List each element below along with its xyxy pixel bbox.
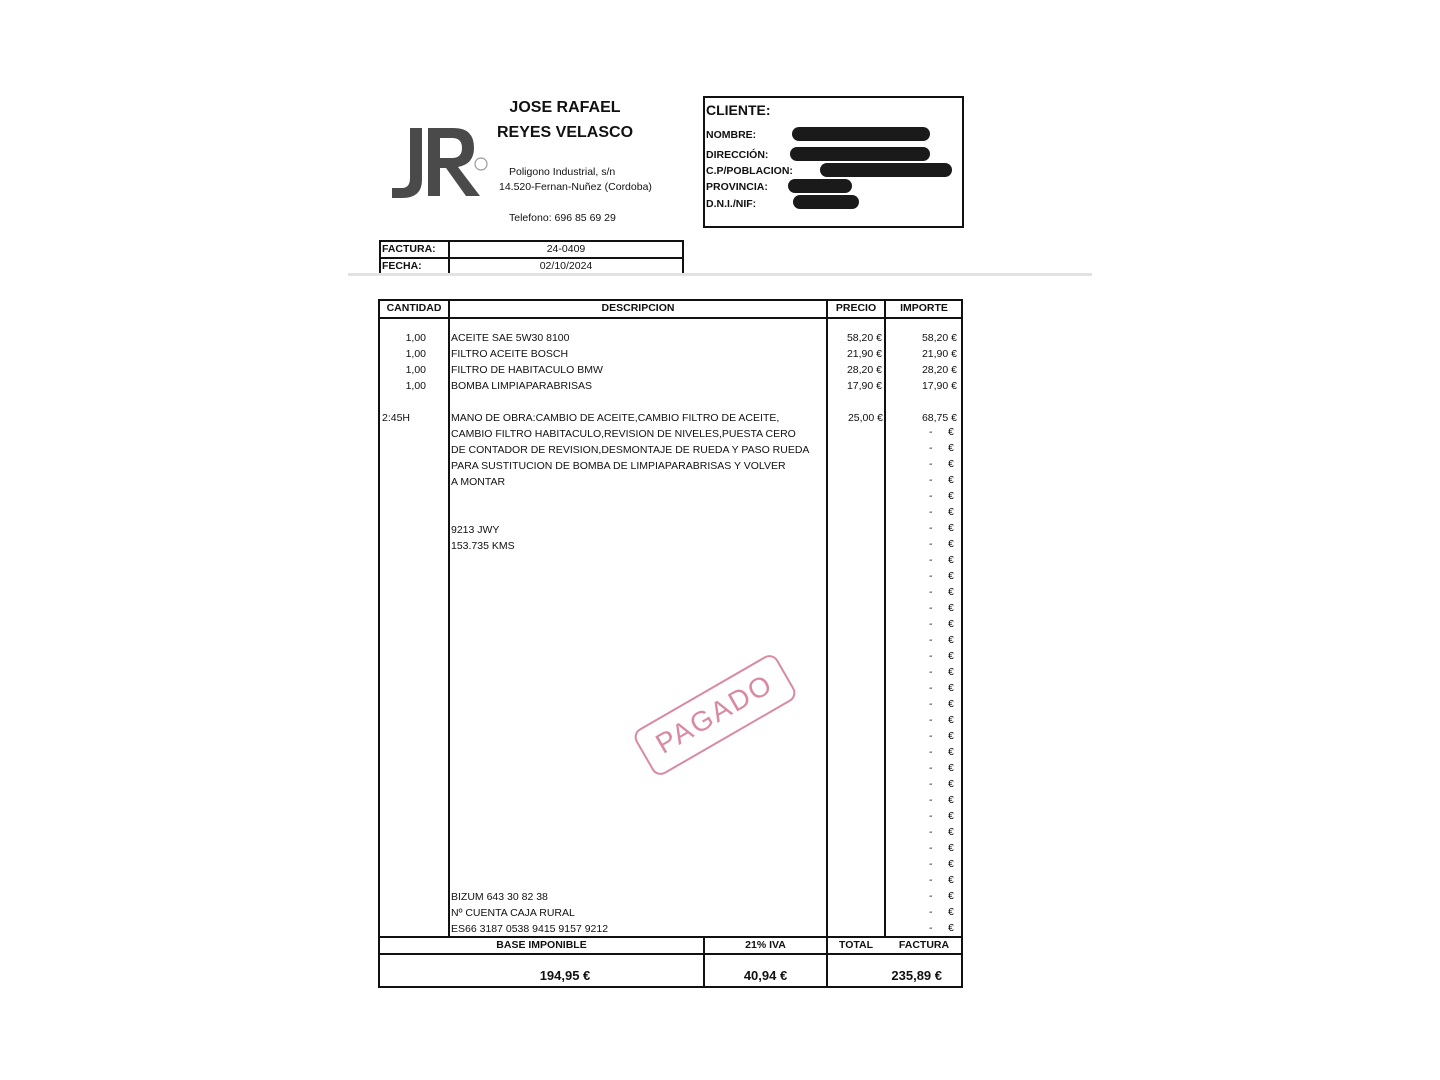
col-header-descripcion: DESCRIPCION <box>601 302 675 314</box>
client-title: CLIENTE: <box>706 102 771 118</box>
labor-price: 25,00 € <box>847 412 883 424</box>
empty-amount-dash: - <box>929 714 933 726</box>
company-address-line2: 14.520-Fernan-Nuñez (Cordoba) <box>499 181 652 193</box>
company-name-line2: REYES VELASCO <box>496 124 634 141</box>
empty-amount-euro: € <box>948 586 954 598</box>
empty-amount-euro: € <box>948 650 954 662</box>
row-price: 21,90 € <box>846 348 882 360</box>
empty-amount-dash: - <box>929 586 933 598</box>
empty-amount-dash: - <box>929 458 933 470</box>
empty-amount-dash: - <box>929 618 933 630</box>
table-row <box>378 346 963 362</box>
labor-desc-line: PARA SUSTITUCION DE BOMBA DE LIMPIAPARABRISAS Y VOLVER <box>451 460 786 472</box>
payment-account-label: Nº CUENTA CAJA RURAL <box>451 907 575 919</box>
empty-amount-dash: - <box>929 490 933 502</box>
row-qty: 1,00 <box>405 364 426 376</box>
empty-amount-euro: € <box>948 810 954 822</box>
empty-amount-dash: - <box>929 650 933 662</box>
total-value: 235,89 € <box>891 968 942 983</box>
labor-qty: 2:45H <box>382 412 411 424</box>
empty-amount-euro: € <box>948 874 954 886</box>
empty-amount-euro: € <box>948 842 954 854</box>
total-label: TOTAL <box>838 939 874 951</box>
empty-amount-euro: € <box>948 890 954 902</box>
empty-amount-dash: - <box>929 570 933 582</box>
redaction-dni <box>793 195 859 209</box>
factura-number: 24-0409 <box>546 243 586 255</box>
empty-amount-dash: - <box>929 698 933 710</box>
client-label-provincia: PROVINCIA: <box>706 181 768 193</box>
vehicle-plate: 9213 JWY <box>451 524 500 536</box>
row-amount: 58,20 € <box>921 332 957 344</box>
empty-amount-euro: € <box>948 426 954 438</box>
empty-amount-euro: € <box>948 602 954 614</box>
row-price: 28,20 € <box>846 364 882 376</box>
labor-amount: 68,75 € <box>921 412 957 424</box>
empty-amount-dash: - <box>929 682 933 694</box>
empty-amount-euro: € <box>948 746 954 758</box>
empty-amount-euro: € <box>948 554 954 566</box>
company-name-line1: JOSE RAFAEL <box>509 99 621 116</box>
row-description: FILTRO ACEITE BOSCH <box>451 348 569 360</box>
payment-bizum: BIZUM 643 30 82 38 <box>451 891 548 903</box>
empty-amount-dash: - <box>929 874 933 886</box>
fecha-label: FECHA: <box>382 260 422 272</box>
payment-iban: ES66 3187 0538 9415 9157 9212 <box>451 923 609 935</box>
row-description: FILTRO DE HABITACULO BMW <box>451 364 603 376</box>
empty-amount-dash: - <box>929 778 933 790</box>
row-qty: 1,00 <box>405 380 426 392</box>
empty-amount-euro: € <box>948 474 954 486</box>
empty-amount-euro: € <box>948 922 954 934</box>
empty-amount-euro: € <box>948 698 954 710</box>
empty-amount-dash: - <box>929 906 933 918</box>
factura-label: FACTURA: <box>382 243 436 255</box>
empty-amount-dash: - <box>929 762 933 774</box>
empty-amount-euro: € <box>948 682 954 694</box>
table-row <box>378 378 963 394</box>
empty-amount-euro: € <box>948 826 954 838</box>
empty-amount-dash: - <box>929 522 933 534</box>
fecha-value: 02/10/2024 <box>539 260 593 272</box>
row-description: BOMBA LIMPIAPARABRISAS <box>451 380 593 392</box>
empty-amount-dash: - <box>929 842 933 854</box>
table-row <box>378 362 963 378</box>
client-label-cp: C.P/POBLACION: <box>706 165 793 177</box>
empty-amount-dash: - <box>929 442 933 454</box>
factura-total-label: FACTURA <box>898 939 950 951</box>
empty-amount-euro: € <box>948 778 954 790</box>
empty-amount-dash: - <box>929 666 933 678</box>
iva-value: 40,94 € <box>743 968 788 983</box>
vehicle-km: 153.735 KMS <box>451 540 515 552</box>
empty-amount-dash: - <box>929 602 933 614</box>
empty-amount-dash: - <box>929 538 933 550</box>
empty-amount-dash: - <box>929 922 933 934</box>
row-amount: 21,90 € <box>921 348 957 360</box>
empty-amount-dash: - <box>929 810 933 822</box>
empty-amount-euro: € <box>948 442 954 454</box>
row-qty: 1,00 <box>405 348 426 360</box>
empty-amount-euro: € <box>948 506 954 518</box>
base-imponible-label: BASE IMPONIBLE <box>496 939 587 951</box>
row-price: 58,20 € <box>846 332 882 344</box>
empty-amount-euro: € <box>948 570 954 582</box>
redaction-cp <box>820 163 952 177</box>
empty-amount-euro: € <box>948 794 954 806</box>
empty-amount-dash: - <box>929 426 933 438</box>
col-header-precio: PRECIO <box>835 302 877 314</box>
empty-amount-euro: € <box>948 730 954 742</box>
empty-amount-euro: € <box>948 634 954 646</box>
empty-amount-dash: - <box>929 474 933 486</box>
labor-desc-line: DE CONTADOR DE REVISION,DESMONTAJE DE RUEDA Y PASO RUEDA <box>451 444 810 456</box>
row-qty: 1,00 <box>405 332 426 344</box>
client-label-nombre: NOMBRE: <box>706 129 757 141</box>
items-table <box>378 299 963 988</box>
paid-stamp: PAGADO <box>631 651 799 778</box>
empty-amount-dash: - <box>929 634 933 646</box>
empty-amount-dash: - <box>929 858 933 870</box>
company-address-line1: Poligono Industrial, s/n <box>509 166 616 178</box>
empty-amount-euro: € <box>948 490 954 502</box>
base-imponible-value: 194,95 € <box>539 968 591 983</box>
labor-desc-line: A MONTAR <box>451 476 506 488</box>
empty-amount-euro: € <box>948 522 954 534</box>
col-header-importe: IMPORTE <box>900 302 948 314</box>
empty-amount-euro: € <box>948 666 954 678</box>
empty-amount-dash: - <box>929 506 933 518</box>
empty-amount-dash: - <box>929 730 933 742</box>
empty-amount-dash: - <box>929 554 933 566</box>
empty-amount-euro: € <box>948 618 954 630</box>
empty-amount-dash: - <box>929 746 933 758</box>
redaction-direccion <box>790 147 930 161</box>
empty-amount-euro: € <box>948 906 954 918</box>
labor-desc-line: MANO DE OBRA:CAMBIO DE ACEITE,CAMBIO FILTRO DE ACEITE, <box>451 412 780 424</box>
empty-amount-euro: € <box>948 714 954 726</box>
client-label-dni: D.N.I./NIF: <box>706 198 757 210</box>
col-header-cantidad: CANTIDAD <box>386 302 442 314</box>
empty-amount-euro: € <box>948 458 954 470</box>
row-amount: 17,90 € <box>921 380 957 392</box>
row-description: ACEITE SAE 5W30 8100 <box>451 332 570 344</box>
scan-edge-line <box>348 273 1092 276</box>
company-phone: Telefono: 696 85 69 29 <box>509 212 616 224</box>
redaction-provincia <box>788 179 852 193</box>
labor-desc-line: CAMBIO FILTRO HABITACULO,REVISION DE NIVELES,PUESTA CERO <box>451 428 796 440</box>
empty-amount-euro: € <box>948 538 954 550</box>
empty-amount-euro: € <box>948 762 954 774</box>
redaction-nombre <box>792 127 930 141</box>
empty-amount-dash: - <box>929 794 933 806</box>
empty-amount-dash: - <box>929 890 933 902</box>
client-label-direccion: DIRECCIÓN: <box>706 149 769 161</box>
empty-amount-euro: € <box>948 858 954 870</box>
iva-label: 21% IVA <box>745 939 786 951</box>
table-row <box>378 330 963 346</box>
row-amount: 28,20 € <box>921 364 957 376</box>
empty-amount-dash: - <box>929 826 933 838</box>
row-price: 17,90 € <box>846 380 882 392</box>
